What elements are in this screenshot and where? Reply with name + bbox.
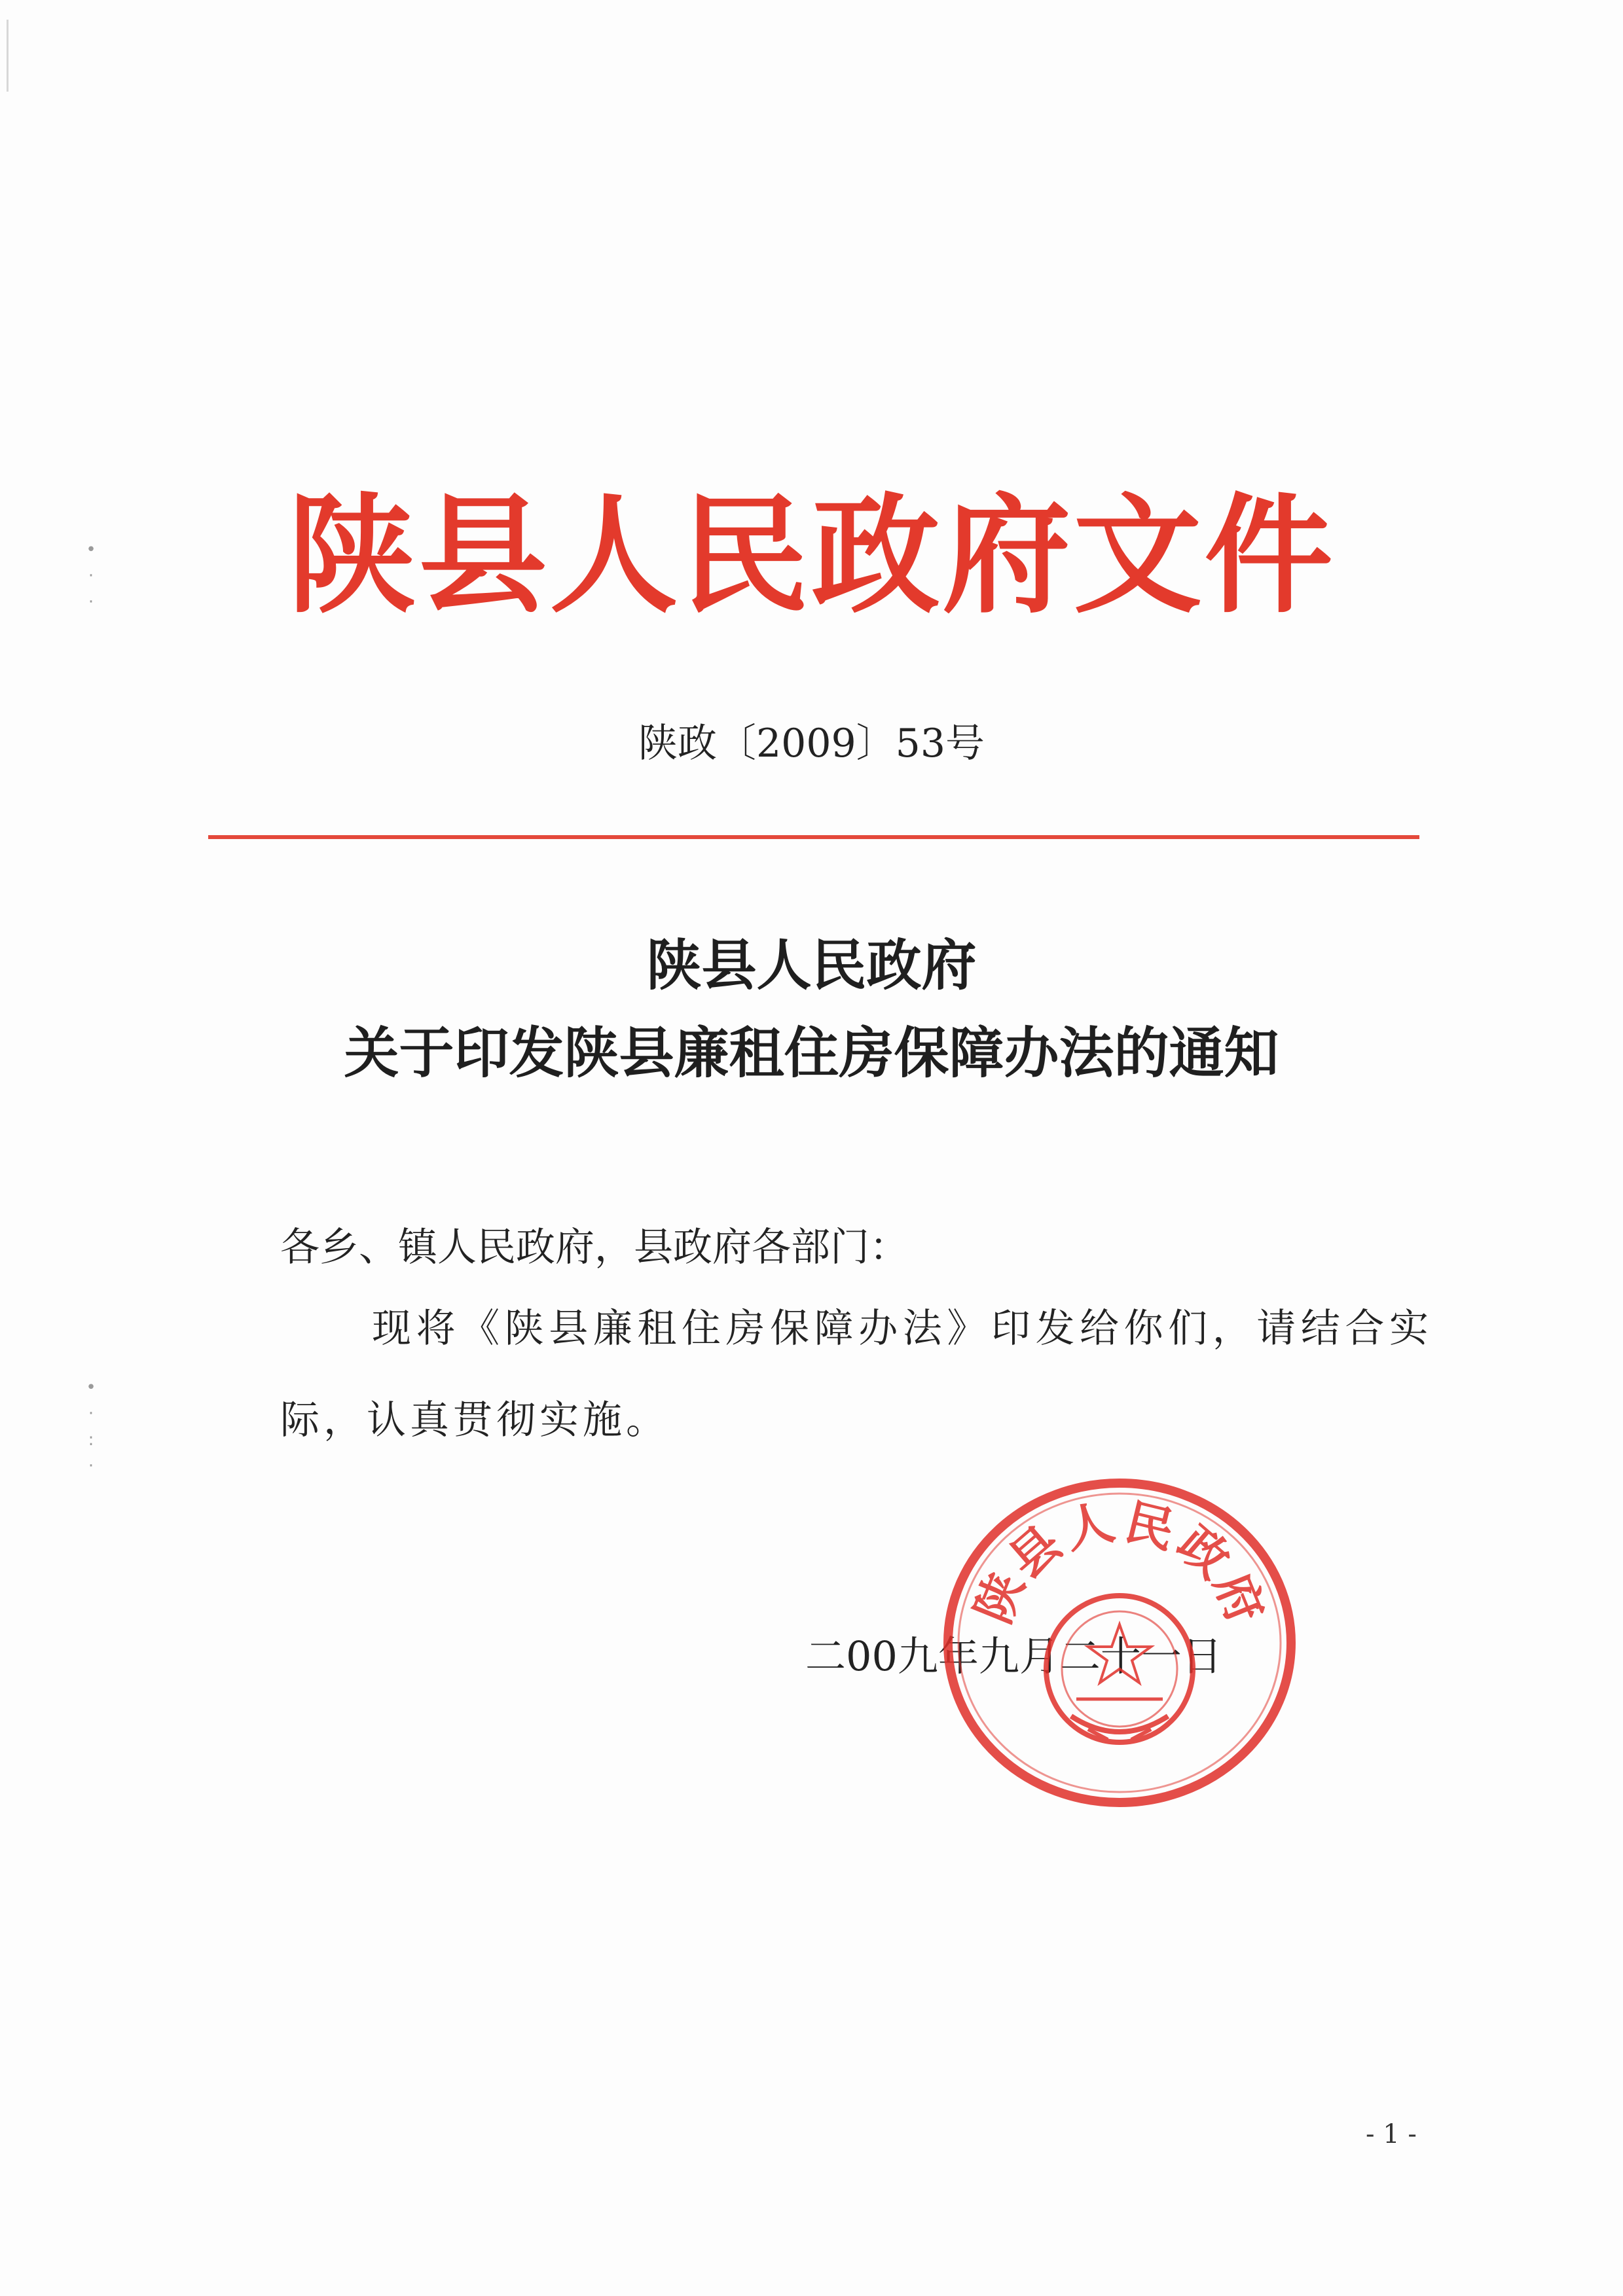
body-paragraph: 现将《陕县廉租住房保障办法》印发给你们，请结合实际，认真贯彻实施。: [280, 1306, 1432, 1443]
seal-character: 县: [998, 1515, 1072, 1590]
scan-binding-marks: • · ·: [86, 540, 96, 612]
salutation: 各乡、镇人民政府，县政府各部门：: [280, 1225, 909, 1270]
seal-character: 民: [1120, 1494, 1180, 1560]
document-masthead: 陕县人民政府文件: [287, 482, 1336, 631]
document-number: 陕政〔2009〕53号: [638, 721, 985, 766]
seal-character: 府: [1203, 1565, 1274, 1632]
issue-date: 二00九年九月二十一日: [805, 1632, 1222, 1680]
document-title-line-2: 关于印发陕县廉租住房保障办法的通知: [344, 1020, 1279, 1085]
scan-edge-mark: [7, 20, 9, 92]
seal-character: 人: [1059, 1494, 1120, 1560]
scan-binding-marks-lower: • · : ·: [86, 1378, 96, 1476]
seal-character: 陕: [965, 1565, 1036, 1632]
page-number: - 1 -: [1366, 2119, 1417, 2149]
official-seal-stamp: [936, 1473, 1303, 1813]
seal-character: 政: [1167, 1515, 1241, 1590]
document-title-line-1: 陕县人民政府: [646, 933, 977, 997]
masthead-divider-rule: [208, 835, 1419, 839]
